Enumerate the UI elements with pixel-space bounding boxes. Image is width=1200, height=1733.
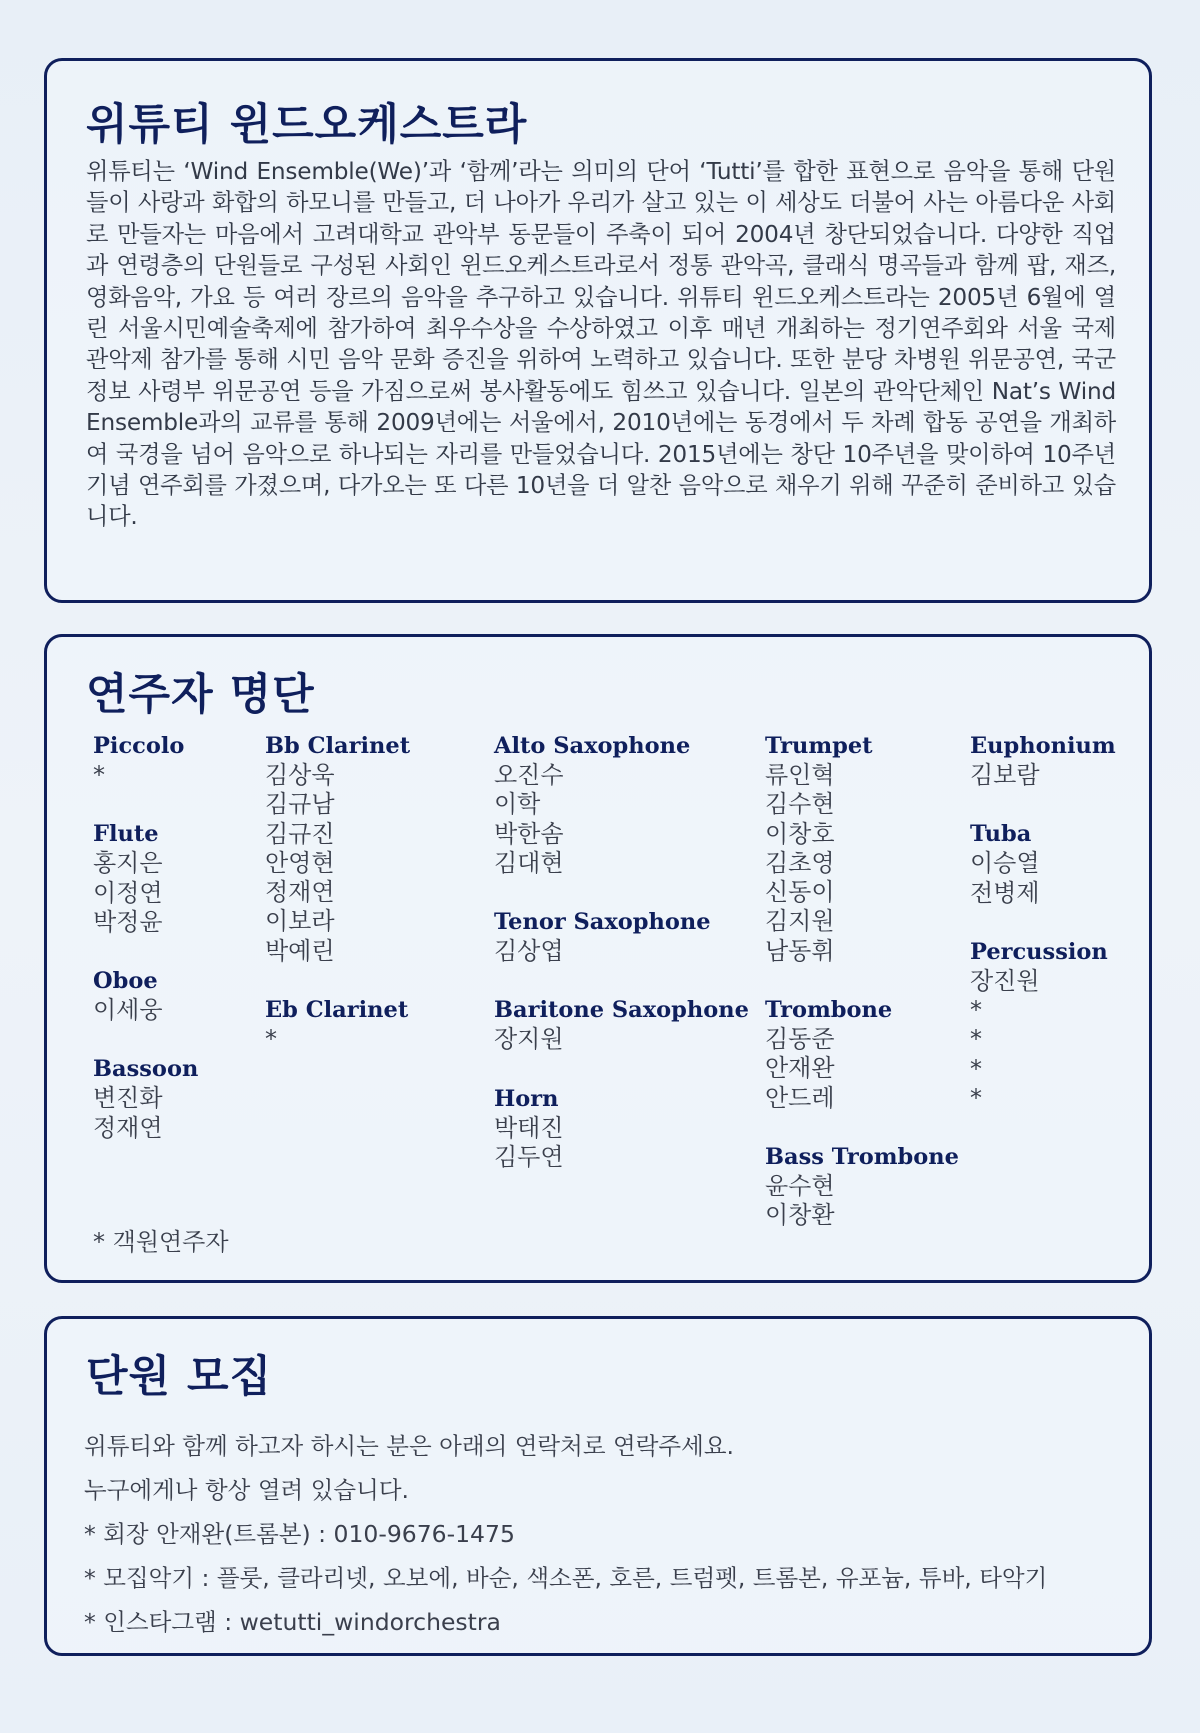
instrument-name: Euphonium xyxy=(970,733,1116,759)
member-name: 안드레 xyxy=(765,1083,835,1112)
recruit-card xyxy=(44,1316,1152,1656)
member-name: 이창호 xyxy=(765,819,835,848)
instrument-name: Tuba xyxy=(970,821,1032,848)
member-name: 장지원 xyxy=(494,1025,564,1054)
member-name: 박태진 xyxy=(494,1113,564,1142)
member-name: 전병제 xyxy=(970,878,1040,907)
instrument-group xyxy=(265,996,410,1054)
member-name: 이보라 xyxy=(265,907,335,936)
instrument-group xyxy=(494,996,749,1054)
member-name: 박정윤 xyxy=(93,907,163,936)
instrument-group xyxy=(93,967,198,1025)
member-name: 김보람 xyxy=(970,761,1040,789)
member-name: 김상엽 xyxy=(494,937,564,966)
member-name: 안영현 xyxy=(265,848,335,877)
instrument-group xyxy=(494,732,749,878)
member-name: 이창환 xyxy=(765,1201,835,1230)
recruit-lines xyxy=(84,1424,1047,1644)
member-name: 이세웅 xyxy=(93,996,163,1025)
member-name: 정재연 xyxy=(265,878,335,907)
member-name: 장진원 xyxy=(970,966,1040,995)
recruit-instagram: * 인스타그램 : wetutti_windorchestra xyxy=(84,1608,501,1636)
member-name: 박예린 xyxy=(265,936,335,965)
intro-body: 위튜티는 ‘Wind Ensemble(We)’과 ‘함께’라는 의미의 단어 ‘Tutti’를 합한 표현으로 음악을 통해 단원들이 사랑과 화합의 하모니를 만들고, 더 나아가 우리가 살고 있는 이 세상도 더불어 사는 아름다운 사회로 만들자는 마음에서 고려대학교 관악부 동문들이 주축이 되어 2004년 창단되었습니다. 다양한 직업과 연령층의 단원들로 구성된 사회인 윈드오케스트라로서 정통 관악곡, 클래식 명곡들과 함께 팝, 재즈, 영화음악, 가요 등 여러 장르의 음악을 추구하고 있습니다. 위튜티 윈드오케스트라는 2005년 6월에 열린 서울시민예술축제에 참가하여 최우수상을 수상하였고 이후 매년 개최하는 정기연주회와 서울 국제 관악제 참가를 통해 시민 음악 문화 증진을 위하여 노력하고 있습니다. 또한 분당 차병원 위문공연, 국군 정보 사령부 위문공연 등을 가짐으로써 봉사활동에도 힘쓰고 있습니다. 일본의 관악단체인 Nat’s Wind Ensemble과의 교류를 통해 2009년에는 서울에서, 2010년에는 동경에서 두 차례 합동 공연을 개최하여 국경을 넘어 음악으로 하나되는 자리를 만들었습니다. 2015년에는 창단 10주년을 맞이하여 10주년 기념 연주회를 가졌으며, 다가오는 또 다른 10년을 더 알찬 음악으로 채우기 위해 꾸준히 준비하고 있습니다. xyxy=(86,158,1116,531)
instrument-name: Bb Clarinet xyxy=(265,733,411,759)
member-name: * xyxy=(970,996,982,1025)
member-name: * xyxy=(970,1054,982,1083)
instrument-name: Eb Clarinet xyxy=(265,997,409,1024)
instrument-name: Alto Saxophone xyxy=(494,733,691,759)
instrument-name: Trombone xyxy=(765,997,893,1024)
instrument-group xyxy=(93,820,198,937)
member-name: * xyxy=(265,1025,277,1054)
member-name: 류인혁 xyxy=(765,761,835,789)
instrument-name: Tenor Saxophone xyxy=(494,909,711,936)
member-name: 남동휘 xyxy=(765,936,835,965)
roster-column xyxy=(265,732,410,1054)
instrument-name: Oboe xyxy=(93,968,158,995)
member-name: 김규진 xyxy=(265,819,335,848)
member-name: 홍지은 xyxy=(93,849,163,878)
instrument-group xyxy=(970,820,1116,908)
instrument-name: Piccolo xyxy=(93,733,185,759)
member-name: 김동준 xyxy=(765,1025,835,1054)
instrument-name: Horn xyxy=(494,1085,559,1112)
member-name: 김지원 xyxy=(765,907,835,936)
recruit-line: 위튜티와 함께 하고자 하시는 분은 아래의 연락처로 연락주세요. xyxy=(84,1432,734,1460)
instrument-group xyxy=(494,908,749,966)
instrument-group xyxy=(93,732,198,790)
member-name: * xyxy=(970,1025,982,1054)
instrument-name: Bassoon xyxy=(93,1056,199,1083)
instrument-name: Trumpet xyxy=(765,733,873,759)
member-name: 이학 xyxy=(494,790,541,819)
roster-card xyxy=(44,634,1152,1283)
intro-title: 위튜티 윈드오케스트라 xyxy=(86,100,528,150)
member-name: 윤수현 xyxy=(765,1171,835,1200)
recruit-title: 단원 모집 xyxy=(86,1352,273,1402)
instrument-group xyxy=(765,996,959,1113)
member-name: * xyxy=(93,761,105,789)
instrument-group xyxy=(494,1085,749,1173)
member-name: 김수현 xyxy=(765,790,835,819)
member-name: 이승열 xyxy=(970,849,1040,878)
instrument-name: Baritone Saxophone xyxy=(494,997,749,1024)
instrument-name: Bass Trombone xyxy=(765,1143,959,1170)
member-name: 정재연 xyxy=(93,1113,163,1142)
member-name: 오진수 xyxy=(494,761,564,789)
roster-column xyxy=(93,732,198,1143)
roster-title: 연주자 명단 xyxy=(86,670,315,720)
recruit-line: 누구에게나 항상 열려 있습니다. xyxy=(84,1476,409,1504)
roster-column xyxy=(494,732,749,1172)
member-name: 이정연 xyxy=(93,878,163,907)
instrument-group xyxy=(970,732,1116,790)
member-name: 변진화 xyxy=(93,1084,163,1113)
recruit-instruments: * 모집악기 : 플룻, 클라리넷, 오보에, 바순, 색소폰, 호른, 트럼펫, 트롬본, 유포늄, 튜바, 타악기 xyxy=(84,1564,1048,1592)
member-name: 김초영 xyxy=(765,848,835,877)
member-name: * xyxy=(970,1084,982,1113)
instrument-name: Percussion xyxy=(970,938,1108,965)
member-name: 신동이 xyxy=(765,878,835,907)
instrument-group xyxy=(765,732,959,966)
member-name: 김두연 xyxy=(494,1143,564,1172)
member-name: 안재완 xyxy=(765,1054,835,1083)
instrument-group xyxy=(265,732,410,966)
roster-column xyxy=(970,732,1116,1113)
roster-column xyxy=(765,732,959,1231)
instrument-group xyxy=(970,938,1116,1113)
member-name: 김상욱 xyxy=(265,761,335,789)
recruit-phone: * 회장 안재완(트롬본) : 010-9676-1475 xyxy=(84,1520,515,1548)
instrument-name: Flute xyxy=(93,821,159,848)
member-name: 김대현 xyxy=(494,848,564,877)
instrument-group xyxy=(93,1055,198,1143)
member-name: 김규남 xyxy=(265,790,335,819)
guest-footnote: * 객원연주자 xyxy=(93,1228,229,1256)
intro-card xyxy=(44,58,1152,603)
instrument-group xyxy=(765,1143,959,1231)
member-name: 박한솜 xyxy=(494,819,564,848)
